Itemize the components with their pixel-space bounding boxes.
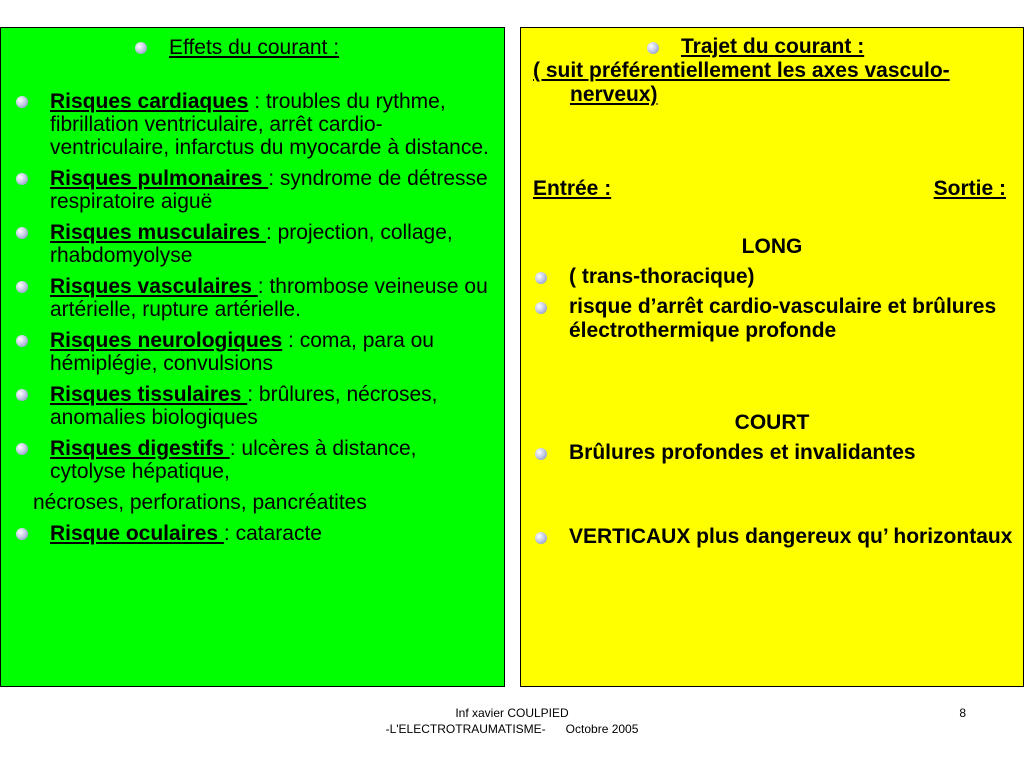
- long-heading: LONG: [741, 235, 803, 258]
- risk-item-cardiac: [1, 90, 504, 159]
- bullet-icon: [16, 335, 28, 347]
- bullet-icon: [647, 42, 659, 54]
- page-number: 8: [959, 706, 966, 720]
- risk-item-neurological: [1, 329, 504, 375]
- bullet-icon: [535, 448, 547, 460]
- court-heading: COURT: [734, 411, 810, 434]
- long-item-text: ( trans-thoracique): [569, 265, 755, 288]
- risk-item-digestive: [1, 437, 504, 483]
- long-item: [521, 295, 1023, 343]
- risk-heading: Risques pulmonaires: [50, 167, 269, 190]
- bullet-icon: [16, 528, 28, 540]
- vertical-item: [521, 525, 1023, 549]
- bullet-icon: [535, 302, 547, 314]
- risk-heading: Risques musculaires: [50, 221, 266, 244]
- bullet-icon: [16, 173, 28, 185]
- left-panel: [0, 27, 505, 687]
- footer-line-1: Inf xavier COULPIED: [455, 706, 569, 720]
- footer-line-2: -L'ELECTROTRAUMATISME- Octobre 2005: [385, 722, 639, 736]
- right-panel: [520, 27, 1024, 687]
- risk-heading: Risque oculaires: [50, 522, 224, 545]
- risk-item-ocular: [1, 522, 504, 545]
- entry-label: Entrée :: [533, 177, 612, 200]
- right-title: Trajet du courant :: [681, 35, 865, 58]
- exit-label: Sortie :: [933, 177, 1006, 200]
- risk-description: : cataracte: [223, 522, 322, 545]
- vertical-item-text: VERTICAUX plus dangereux qu’ horizontaux: [569, 525, 1013, 548]
- risk-description: : thrombose veineuse ou artérielle, rupture artérielle.: [50, 275, 488, 321]
- risk-heading: Risques neurologiques: [50, 329, 283, 352]
- bullet-icon: [16, 227, 28, 239]
- risk-description: : syndrome de détresse respiratoire aiguë: [50, 167, 488, 213]
- long-item: [521, 265, 1023, 289]
- bullet-icon: [16, 96, 28, 108]
- bullet-icon: [535, 272, 547, 284]
- bullet-icon: [535, 532, 547, 544]
- bullet-icon: [16, 389, 28, 401]
- left-title: Effets du courant :: [169, 36, 340, 59]
- court-item-text: Brûlures profondes et invalidantes: [569, 441, 916, 464]
- risk-description: : ulcères à distance, cytolyse hépatique,: [50, 437, 417, 483]
- right-subtitle-wrap: [521, 59, 1023, 107]
- long-item-text: risque d’arrêt cardio-vasculaire et brûlures électrothermique profonde: [569, 295, 997, 342]
- risk-description: : brûlures, nécroses, anomalies biologiques: [50, 383, 438, 429]
- digestive-continuation: nécroses, perforations, pancréatites: [33, 491, 367, 514]
- risk-item-tissue: [1, 383, 504, 429]
- risk-heading: Risques cardiaques: [50, 90, 249, 113]
- risk-description: : coma, para ou hémiplégie, convulsions: [50, 329, 434, 375]
- risk-item-vascular: [1, 275, 504, 321]
- right-title-item: [521, 35, 1023, 59]
- risk-description: : projection, collage, rhabdomyolyse: [50, 221, 453, 267]
- footer-author: [0, 705, 1024, 737]
- risk-item-muscular: [1, 221, 504, 267]
- bullet-icon: [16, 281, 28, 293]
- risk-heading: Risques digestifs: [50, 437, 230, 460]
- left-title-item: [1, 36, 504, 59]
- risk-heading: Risques vasculaires: [50, 275, 258, 298]
- court-item: [521, 441, 1023, 465]
- risk-heading: Risques tissulaires: [50, 383, 248, 406]
- right-subtitle: ( suit préférentiellement les axes vasculo-nerveux): [533, 59, 950, 106]
- bullet-icon: [135, 42, 147, 54]
- risk-description: : troubles du rythme, fibrillation ventriculaire, arrêt cardio- ventriculaire, infarctus du myocarde à distance.: [50, 90, 489, 159]
- entry-exit-row: [521, 177, 1023, 201]
- risk-item-pulmonary: [1, 167, 504, 213]
- bullet-icon: [16, 443, 28, 455]
